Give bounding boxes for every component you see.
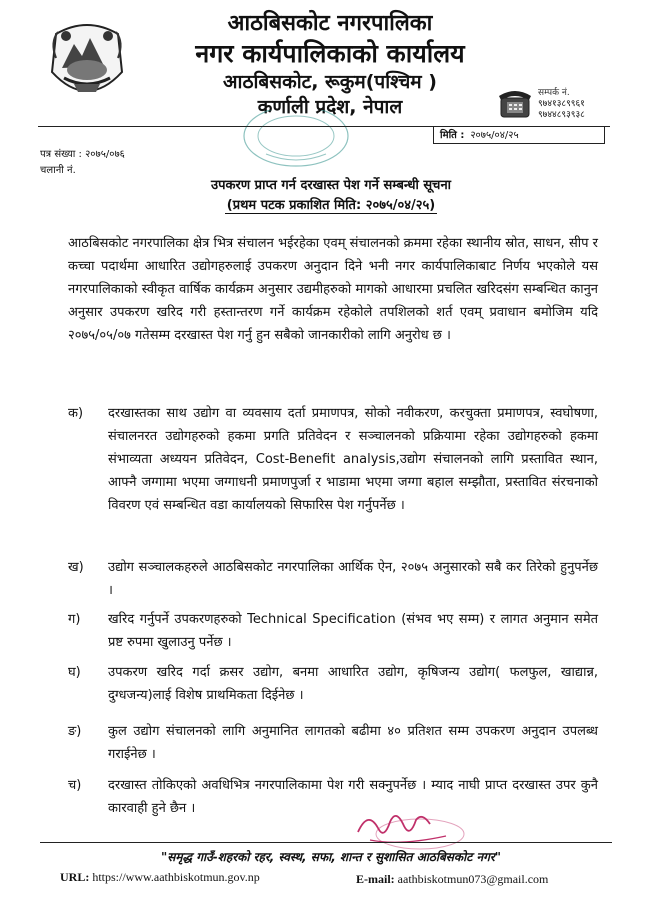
signature-icon bbox=[350, 806, 470, 852]
motto: "समृद्ध गाउँ-शहरको रहर, स्वस्थ, सफा, शान्त र सुशासित आठबिसकोट नगर" bbox=[160, 850, 502, 864]
condition-marker: ग) bbox=[68, 612, 81, 627]
website bbox=[60, 870, 260, 885]
office-stamp-icon bbox=[226, 110, 366, 170]
condition-text: उद्योग सञ्चालकहरुले आठबिसकोट नगरपालिका आर्थिक ऐन, २०७५ अनुसारको सबै कर तिरेको हुनुपर्नेछ । bbox=[108, 560, 598, 598]
date-label: मिति : bbox=[440, 130, 465, 141]
condition-item bbox=[68, 556, 598, 602]
notice-title-block bbox=[0, 176, 662, 216]
phone-number-2: ९७४४८९३९३८ bbox=[538, 110, 585, 120]
condition-item bbox=[68, 402, 598, 517]
notice-title: उपकरण प्राप्त गर्न दरखास्त पेश गर्ने सम्बन्धी सूचना bbox=[210, 178, 452, 193]
condition-text: खरिद गर्नुपर्ने उपकरणहरुको Technical Specification (संभव भए सम्म) र लागत अनुमान समेत प्रष्ट रुपमा खुलाउनु पर्नेछ । bbox=[108, 612, 598, 650]
municipality-name: आठबिसकोट नगरपालिका bbox=[227, 11, 433, 36]
footer-divider bbox=[40, 842, 612, 843]
condition-item bbox=[68, 774, 598, 820]
condition-marker: क) bbox=[68, 406, 84, 421]
condition-marker: ङ) bbox=[68, 724, 82, 739]
condition-text: दरखास्तका साथ उद्योग वा व्यवसाय दर्ता प्रमाणपत्र, सोको नवीकरण, करचुक्ता प्रमाणपत्र, स्वघोषणा, संचालनरत उद्योगहरुको हकमा प्रगति प्रतिवेदन र सञ्चालनको प्रक्रियामा रहेका उद्योगहरुको हकमा संभाव्यता अध्ययन प्रतिवेदन, Cost-Benefit analysis,उद्योग संचालनको लागि प्रस्तावित स्थान, आफ्नै जग्गामा भएमा जग्गाधनी प्रमाणपुर्जा र भाडामा भएमा जग्गा बहाल सम्झौता, प्रस्तावित संरचनाको विवरण एवं सम्बन्धित वडा कार्यालयको सिफारिस पेश गर्नुपर्नेछ । bbox=[108, 406, 598, 513]
condition-marker: घ) bbox=[68, 665, 81, 680]
phone-number-1: ९७४१३८९९६१ bbox=[538, 99, 585, 109]
notice-intro: आठबिसकोट नगरपालिका क्षेत्र भित्र संचालन भईरहेका एवम् संचालनको क्रममा रहेका स्थानीय स्रोत, साधन, सीप र कच्चा पदार्थमा आधारित उद्योगहरुलाई उपकरण अनुदान दिने भनी नगर कार्यपालिकाबाट निर्णय भएकोले यस नगरपालिकाको स्वीकृत वार्षिक कार्यक्रम अनुसार उद्यमीहरुको मागको आधारमा प्रचलित खरिदसंग सम्बन्धित कानुन अनुसार उपकरण खरिद गरी हस्तान्तरण गर्ने कार्यक्रम रहेकोले तपशिलको शर्त एवम् प्रवाधान बमोजिम यदि २०७५/०५/०७ गतेसम्म दरखास्त पेश गर्नु हुन सबैको जानकारीको लागि अनुरोध छ । bbox=[68, 236, 598, 343]
nepal-emblem-icon bbox=[44, 14, 130, 106]
url-link[interactable]: https://www.aathbiskotmun.gov.np bbox=[92, 870, 260, 884]
condition-marker: च) bbox=[68, 778, 82, 793]
date-box bbox=[433, 127, 605, 144]
contact-numbers bbox=[538, 88, 585, 121]
condition-item bbox=[68, 720, 598, 766]
condition-marker: ख) bbox=[68, 560, 84, 575]
reference-block bbox=[40, 147, 125, 179]
email-label: E-mail: bbox=[356, 872, 395, 886]
notice-subtitle: (प्रथम पटक प्रकाशित मिति: २०७५/०४/२५) bbox=[226, 198, 436, 213]
telephone-icon bbox=[498, 86, 532, 120]
condition-item bbox=[68, 608, 598, 654]
contact-label: सम्पर्क नं. bbox=[538, 88, 570, 98]
office-name: नगर कार्यपालिकाको कार्यालय bbox=[195, 39, 465, 68]
date-value: २०७५/०४/२५ bbox=[470, 130, 519, 141]
condition-text: उपकरण खरिद गर्दा क्रसर उद्योग, बनमा आधारित उद्योग, कृषिजन्य उद्योग( फलफुल, खाद्यान्न, दुग्धजन्य)लाई विशेष प्राथमिकता दिईनेछ । bbox=[108, 665, 598, 703]
email-link[interactable]: aathbiskotmun073@gmail.com bbox=[397, 872, 549, 886]
url-label: URL: bbox=[60, 870, 90, 884]
condition-text: दरखास्त तोकिएको अवधिभित्र नगरपालिकामा पेश गरी सक्नुपर्नेछ । म्याद नाघी प्राप्त दरखास्त उपर कुनै कारवाही हुने छैन । bbox=[108, 778, 598, 816]
office-address: आठबिसकोट, रूकुम(पश्चिम ) bbox=[223, 71, 437, 93]
office-header bbox=[130, 10, 530, 119]
email bbox=[356, 872, 548, 887]
condition-text: कुल उद्योग संचालनको लागि अनुमानित लागतको बढीमा ४० प्रतिशत सम्म उपकरण अनुदान उपलब्ध गराईनेछ । bbox=[108, 724, 598, 762]
condition-item bbox=[68, 661, 598, 707]
dispatch-number: चलानी नं. bbox=[40, 165, 76, 176]
ref-number: पत्र संख्या : २०७५/०७६ bbox=[40, 149, 125, 160]
province-name: कर्णाली प्रदेश, नेपाल bbox=[257, 96, 403, 118]
